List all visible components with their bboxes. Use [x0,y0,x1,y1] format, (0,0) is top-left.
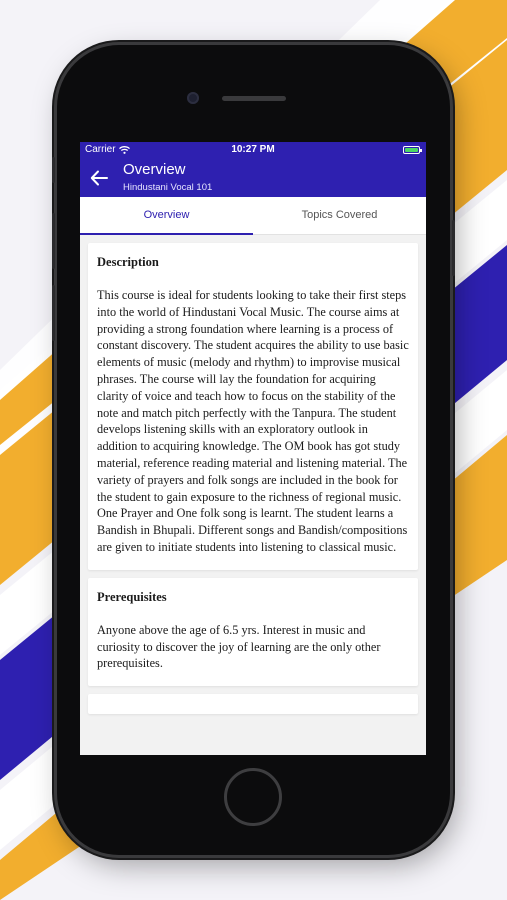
description-body: This course is ideal for students looking to take their first steps into the world of Hindustani Vocal Music. The course aims at providing a strong foundation where learning is a process of constant discovery. The student acquires the ability to use basic elements of music (melody and rhythm) to improvise musical phrases. The course will lay the foundation for acquiring clarity of voice and teach how to focus on the stability of the note and match pitch perfectly with the Tanpura. The student develops listening skills with an exploratory outlook in addition to acquiring knowledge. The OM book has got study material, reference reading material and listening material. The variety of prayers and folk songs are included in the book for the student to gain exposure to the richness of regional music. One Prayer and One folk song is learnt. The student learns a Bandish in Bhupali. Different songs and Bandish/compositions are given to initiate students into listening to classical music. [97,288,409,554]
tab-overview[interactable]: Overview [143,209,190,221]
tab-topics-covered[interactable]: Topics Covered [301,209,378,221]
status-bar [80,142,426,159]
page-title: Overview [123,161,186,178]
arrow-left-icon[interactable] [90,170,108,186]
battery-icon [403,146,420,154]
prerequisites-heading: Prerequisites [97,589,167,604]
volume-down-button [52,285,55,341]
home-button[interactable] [224,768,282,826]
status-time: 10:27 PM [231,144,275,155]
prerequisites-card [88,578,418,686]
power-button [452,220,455,276]
tab-indicator [80,233,253,235]
tab-bar [80,197,426,235]
content-area[interactable] [80,235,426,714]
battery-nub [420,149,422,152]
description-card [88,243,418,570]
app-bar [80,159,426,197]
page-subtitle: Hindustani Vocal 101 [123,182,213,193]
battery-level [405,148,418,152]
front-camera [187,92,199,104]
screen [80,142,426,755]
phone-frame [57,45,450,855]
carrier-label: Carrier [85,144,116,155]
next-card [88,694,418,714]
prerequisites-body: Anyone above the age of 6.5 yrs. Interest in music and curiosity to discover the joy of learning are the only other prerequisites. [97,622,381,671]
volume-up-button [52,213,55,269]
description-heading: Description [97,255,159,269]
mute-switch [52,157,55,183]
earpiece-speaker [222,96,286,101]
